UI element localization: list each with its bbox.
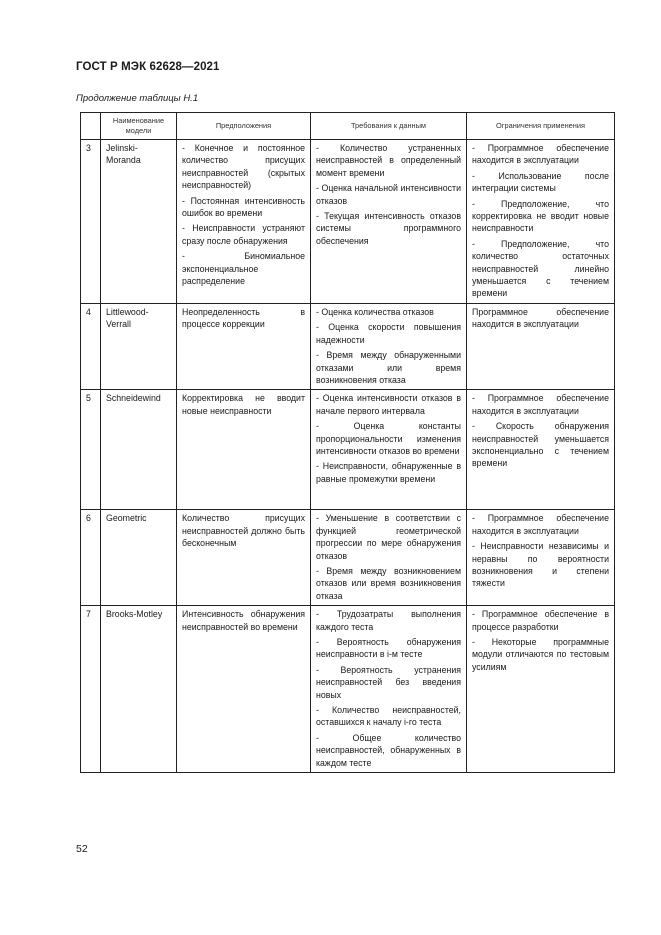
cell-item: - Вероятность обнаружения неисправности в i-м тесте [316, 636, 461, 660]
cell-item: - Уменьшение в соответствии с функцией геометрической прогрессии по мере обнаружения отказов [316, 513, 461, 561]
cell-item: - Программное обеспечение находится в эксплуатации [472, 393, 609, 416]
limitations-cell [467, 140, 615, 304]
cell-item: - Время между возникновением отказов или время возникновения отказа [316, 565, 461, 601]
cell-item: Количество присущих неисправностей должно быть бесконечным [182, 513, 305, 549]
data-requirements-cell [311, 140, 467, 304]
cell-item: - Оценка константы пропорциональности изменения интенсивности отказов во времени [316, 421, 461, 456]
cell-item: - Использование после интеграции системы [472, 170, 609, 194]
model-name: Jelinski-Moranda [101, 140, 177, 304]
table-row [81, 606, 615, 773]
cell-item: - Трудозатраты выполнения каждого теста [316, 609, 461, 632]
cell-item: - Предположение, что количество остаточных неисправностей линейно уменьшается с течением времени [472, 238, 609, 299]
cell-item: - Неисправности, обнаруженные в равные промежутки времени [316, 461, 461, 484]
data-requirements-cell [311, 390, 467, 510]
column-header-limitations: Ограничения применения [467, 113, 615, 140]
cell-item: - Количество неисправностей, оставшихся к началу i-го теста [316, 705, 461, 728]
row-number: 6 [81, 510, 101, 606]
model-name: Littlewood-Verrall [101, 303, 177, 389]
limitations-cell [467, 303, 615, 389]
column-header-number [81, 113, 101, 140]
cell-item: - Количество устраненных неисправностей в определенный момент времени [316, 143, 461, 178]
assumptions-cell [177, 390, 311, 510]
cell-item: - Текущая интенсивность отказов системы программного обеспечения [316, 211, 461, 246]
data-requirements-cell [311, 606, 467, 773]
column-header-model: Наименование модели [101, 113, 177, 140]
limitations-cell [467, 390, 615, 510]
models-table [80, 112, 615, 773]
table-row [81, 140, 615, 304]
column-header-assumptions: Предположения [177, 113, 311, 140]
assumptions-cell [177, 303, 311, 389]
row-number: 3 [81, 140, 101, 304]
cell-item: - Оценка количества отказов [316, 306, 434, 317]
cell-item: - Оценка начальной интенсивности отказов [316, 183, 461, 206]
data-requirements-cell [311, 510, 467, 606]
document-header: ГОСТ Р МЭК 62628—2021 [76, 61, 220, 73]
limitations-cell [467, 510, 615, 606]
cell-item: - Время между обнаруженными отказами или время возникновения отказа [316, 350, 461, 385]
cell-item: Корректировка не вводит новые неисправности [182, 393, 305, 416]
model-name: Schneidewind [101, 390, 177, 510]
row-number: 4 [81, 303, 101, 389]
cell-item: - Общее количество неисправностей, обнаруженных в каждом тесте [316, 732, 461, 768]
cell-item: - Неисправности устраняют сразу после обнаружения [182, 223, 305, 246]
cell-item: - Программное обеспечение находится в эксплуатации [472, 143, 609, 166]
cell-item: Неопределенность в процессе коррекции [182, 306, 305, 330]
cell-item: - Программное обеспечение в процессе разработки [472, 609, 609, 632]
assumptions-cell [177, 140, 311, 304]
cell-item: - Скорость обнаружения неисправностей уменьшается экспоненциально с течением времени [472, 421, 609, 469]
cell-item: - Вероятность устранения неисправностей без введения новых [316, 664, 461, 700]
table-header-row [81, 113, 615, 140]
cell-item: Программное обеспечение находится в эксплуатации [472, 306, 609, 330]
table-row [81, 510, 615, 606]
table-row [81, 390, 615, 510]
cell-item: - Программное обеспечение находится в эксплуатации [472, 513, 609, 536]
assumptions-cell [177, 606, 311, 773]
assumptions-cell [177, 510, 311, 606]
cell-item: Интенсивность обнаружения неисправностей во времени [182, 609, 305, 632]
cell-item: - Оценка скорости повышения надежности [316, 322, 461, 345]
data-requirements-cell [311, 303, 467, 389]
cell-item: - Биномиальное экспоненциальное распределение [182, 251, 305, 287]
cell-item: - Некоторые программные модули отличаются по тестовым усилиям [472, 636, 609, 672]
row-number: 7 [81, 606, 101, 773]
cell-item: - Постоянная интенсивность ошибок во времени [182, 195, 305, 219]
row-number: 5 [81, 390, 101, 510]
model-name: Brooks-Motley [101, 606, 177, 773]
cell-item: - Оценка интенсивности отказов в начале первого интервала [316, 393, 461, 416]
page-number: 52 [76, 843, 88, 855]
table-row [81, 303, 615, 389]
cell-item: - Предположение, что корректировка не вводит новые неисправности [472, 198, 609, 234]
limitations-cell [467, 606, 615, 773]
cell-item: - Конечное и постоянное количество присущих неисправностей (скрытых неисправностей) [182, 143, 305, 191]
column-header-data-requirements: Требования к данным [311, 113, 467, 140]
cell-item: - Неисправности независимы и неравны по вероятности возникновения и степени тяжести [472, 541, 609, 589]
table-caption: Продолжение таблицы Н.1 [76, 93, 199, 104]
model-name: Geometric [101, 510, 177, 606]
